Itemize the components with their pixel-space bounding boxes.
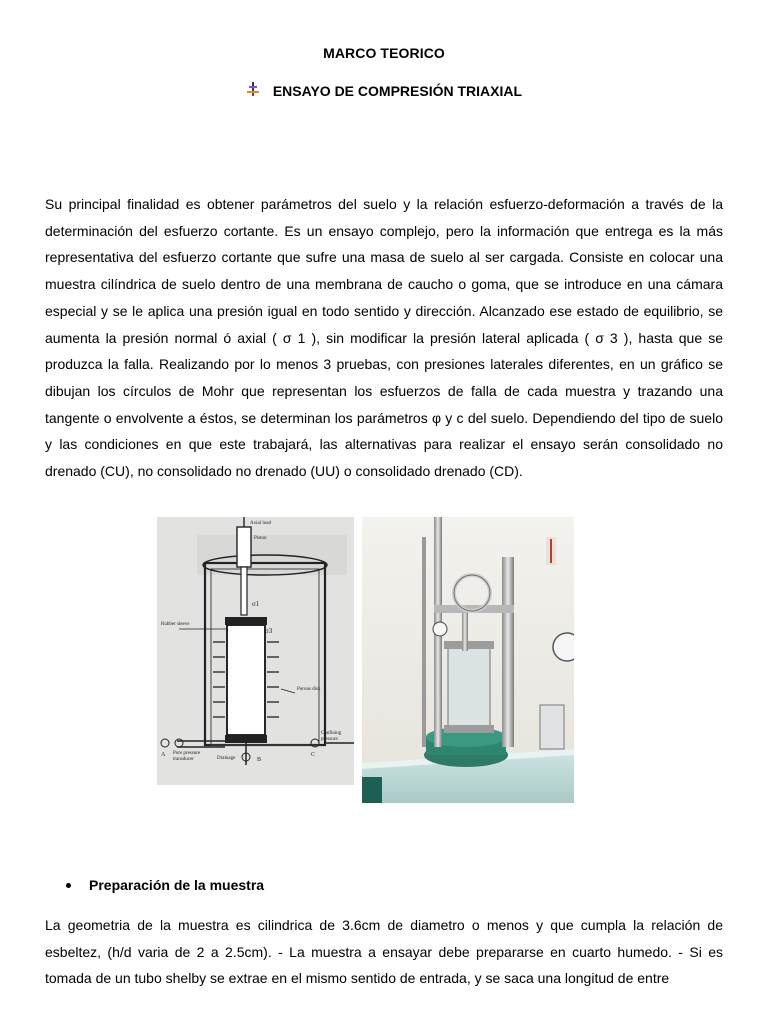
diagram-label-b: B xyxy=(257,757,262,763)
section-heading-text: Preparación de la muestra xyxy=(89,877,265,893)
diagram-label-drainage: Drainage xyxy=(217,756,236,761)
figures-row xyxy=(157,517,577,803)
bullet-dot-icon xyxy=(66,883,71,888)
diagram-label-pore-pressure-transducer: Pore pressure transducer xyxy=(173,751,201,762)
triaxial-diagram-image xyxy=(157,517,354,785)
diagram-label-axial-load: Axial load xyxy=(250,521,271,526)
page-title: MARCO TEORICO xyxy=(323,45,445,61)
subtitle-text: ENSAYO DE COMPRESIÓN TRIAXIAL xyxy=(272,83,523,99)
diagram-label-porous-disk: Porous disk xyxy=(297,687,321,692)
pin-bullet-icon xyxy=(246,82,260,99)
section-bullet-heading xyxy=(66,877,264,893)
intro-paragraph: Su principal finalidad es obtener parámetros del suelo y la relación esfuerzo-deformación a través de la determinación del esfuerzo cortante. Es un ensayo complejo, pero la información que entrega es la más representativa del esfuerzo cortante que sufre una masa de suelo al ser cargada. Consiste en colocar una muestra cilíndrica de suelo dentro de una membrana de caucho o goma, que se introduce en una cámara especial y se le aplica una presión igual en todo sentido y dirección. Alcanzado ese estado de equilibrio, se aumenta la presión normal ó axial ( σ 1 ), sin modificar la presión lateral aplicada ( σ 3 ), hasta que se produzca la falla. Realizando por lo menos 3 pruebas, con presiones laterales diferentes, en un gráfico se dibujan los círculos de Mohr que representan los esfuerzos de falla de cada muestra y trazando una tangente o envolvente a éstos, se determinan los parámetros φ y c del suelo. Dependiendo del tipo de suelo y las condiciones en que este trabajará, las alternativas para realizar el ensayo serán consolidado no drenado (CU), no consolidado no drenado (UU) o consolidado drenado (CD). xyxy=(45,196,723,480)
diagram-label-a: A xyxy=(161,752,166,758)
diagram-label-sigma1: σ1 xyxy=(252,600,260,608)
section-subtitle xyxy=(0,83,768,99)
diagram-label-confining-pressure: Confining pressure xyxy=(321,731,342,742)
diagram-label-piston: Piston xyxy=(254,536,267,541)
diagram-label-rubber-sleeve: Rubber sleeve xyxy=(161,622,190,627)
section-paragraph: La geometria de la muestra es cilindrica de 3.6cm de diametro o menos y que cumpla la relación de esbeltez, (h/d varia de 2 a 2.5cm). - La muestra a ensayar debe prepararse en cuarto humedo. - Si es tomada de un tubo shelby se extrae en el mismo sentido de entrada, y se saca una longitud de entre xyxy=(45,917,723,987)
diagram-label-sigma3: σ3 xyxy=(265,627,273,635)
diagram-label-c: C xyxy=(311,752,316,758)
triaxial-apparatus-photo xyxy=(362,517,574,803)
